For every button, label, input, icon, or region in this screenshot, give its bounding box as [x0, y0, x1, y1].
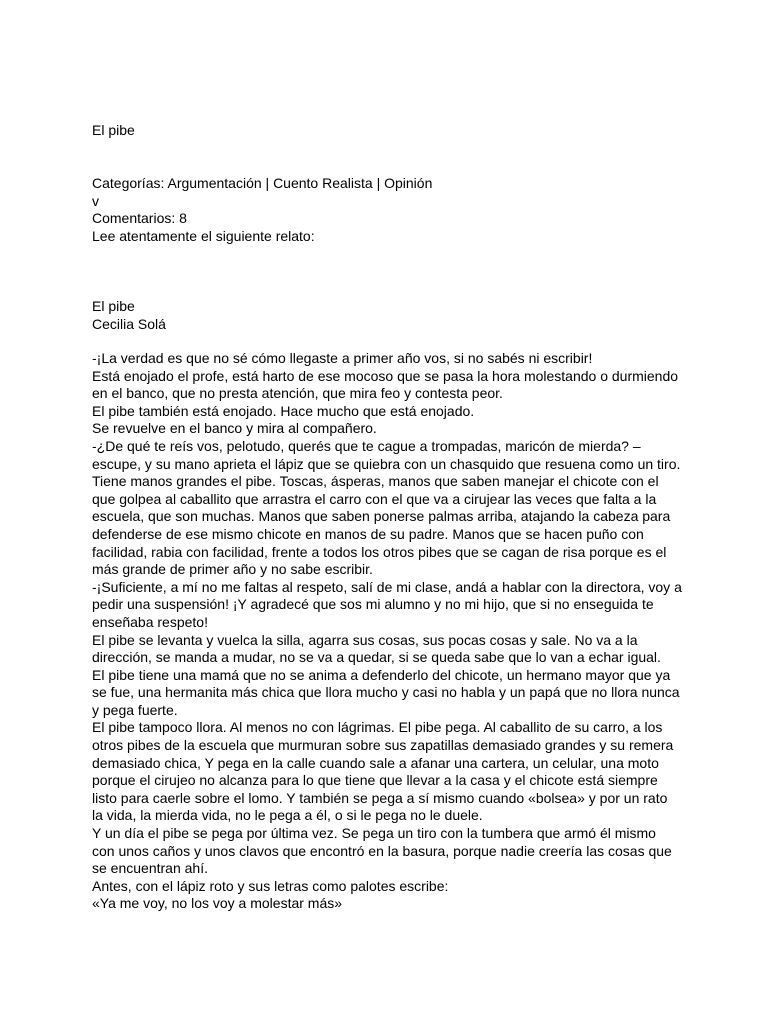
story-paragraph: Está enojado el profe, está harto de ese mocoso que se pasa la hora molestando o durmiendo en el banco, que no presta atención, que mira feo y contesta peor. [92, 367, 679, 402]
story-paragraph: El pibe también está enojado. Hace mucho que está enojado. [92, 402, 475, 419]
story-author: Cecilia Solá [92, 315, 166, 332]
story-paragraph: -¿De qué te reís vos, pelotudo, querés que te cague a trompadas, maricón de mierda? –escupe, y su mano aprieta el lápiz que se quiebra con un chasquido que resuena como un tiro. [92, 437, 681, 472]
story-title: El pibe [92, 298, 135, 314]
comments-count: Comentarios: 8 [92, 210, 187, 227]
instruction-text: Lee atentamente el siguiente relato: [92, 227, 315, 244]
story-paragraph: Antes, con el lápiz roto y sus letras como palotes escribe: [92, 877, 449, 894]
story-paragraph: Tiene manos grandes el pibe. Toscas, ásperas, manos que saben manejar el chicote con el que golpea al caballito que arrastra el carro con el que va a cirujear las veces que falta a la escuela, que son muchas. Manos que saben ponerse palmas arriba, atajando la cabeza para defenderse de ese mismo chicote en manos de su padre. Manos que se hacen puño con facilidad, rabia con facilidad, frente a todos los otros pibes que se cagan de risa porque es el más grande de primer año y no sabe escribir. [92, 473, 671, 578]
story-header [92, 298, 166, 333]
story-paragraph: El pibe tampoco llora. Al menos no con lágrimas. El pibe pega. Al caballito de su carro, a los otros pibes de la escuela que murmuran sobre sus zapatillas demasiado grandes y su remera demasiado chica, Y pega en la calle cuando sale a afanar una cartera, un celular, una moto porque el cirujeo no alcanza para lo que tiene que llevar a la casa y el chicote está siempre listo para caerle sobre el lomo. Y también se pega a sí mismo cuando «bolsea» y por un rato la vida, la mierda vida, no le pega a él, o si le pega no le duele. [92, 719, 674, 824]
document-metadata [92, 175, 432, 245]
story-paragraph: -¡La verdad es que no sé cómo llegaste a primer año vos, si no sabés ni escribir! [92, 350, 593, 366]
categories-line: Categorías: Argumentación | Cuento Realista | Opinión [92, 175, 433, 191]
story-paragraph: Se revuelve en el banco y mira al compañero. [92, 420, 377, 437]
story-body [92, 350, 682, 913]
story-paragraph: El pibe tiene una mamá que no se anima a defenderlo del chicote, un hermano mayor que ya se fue, una hermanita más chica que llora mucho y casi no habla y un papá que no llora nunca y pega fuerte. [92, 666, 680, 718]
story-paragraph: Y un día el pibe se pega por última vez. Se pega un tiro con la tumbera que armó él mismo con unos caños y unos clavos que encontró en la basura, porque nadie creería las cosas que se encuentran ahí. [92, 825, 672, 877]
document-title: El pibe [92, 122, 135, 138]
v-mark: v [92, 192, 99, 209]
story-paragraph: El pibe se levanta y vuelca la silla, agarra sus cosas, sus pocas cosas y sale. No va a la dirección, se manda a mudar, no se va a quedar, si se queda sabe que lo van a echar igual. [92, 631, 661, 666]
story-paragraph: -¡Suficiente, a mí no me faltas al respeto, salí de mi clase, andá a hablar con la directora, voy a pedir una suspensión! ¡Y agradecé que sos mi alumno y no mi hijo, que si no enseguida te enseñaba respeto! [92, 578, 682, 630]
story-paragraph: «Ya me voy, no los voy a molestar más» [92, 895, 343, 912]
